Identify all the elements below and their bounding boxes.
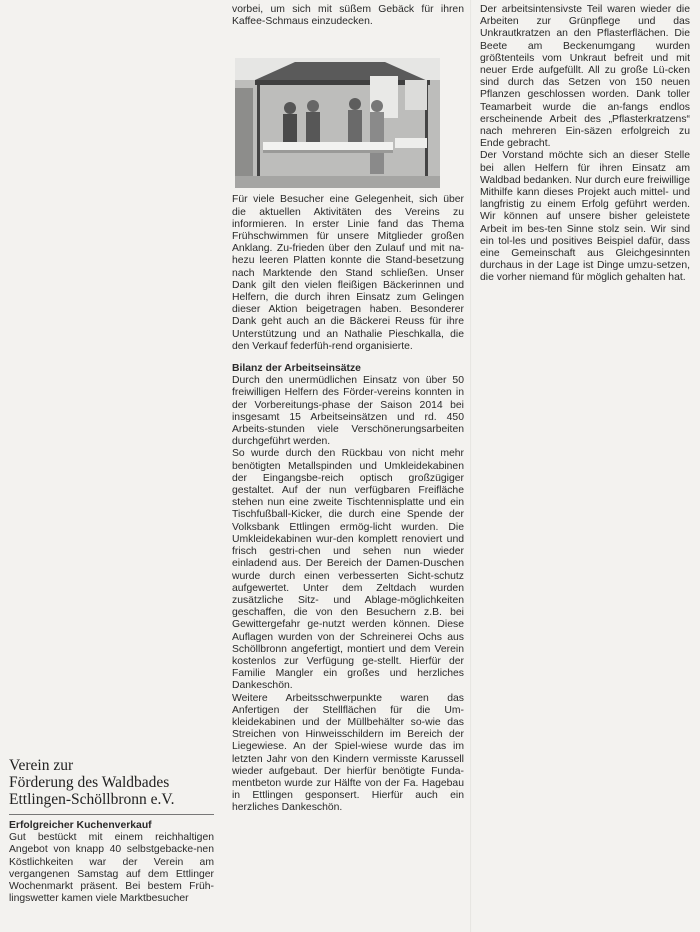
paragraph-arbeitsschwerpunkte: Weitere Arbeitsschwerpunkte waren das Anfertigen der Stellflächen für die Um-kleidekabinen und der Müllbehälter so-wie das Streichen von Hinweisschildern im Bereich der Liegewiese. An der Spiel-wiese wurde das im letzten Jahr von den Kindern vermisste Karussell wieder aufgebaut. Der hierfür benötigte Funda-mentbeton wurde zur Hälfte von der Fa. Hagebau in Ettlingen gesponsert. Hierfür auch ein herzliches Dankeschön. (232, 692, 464, 814)
heading-arbeitseinsaetze: Bilanz der Arbeitseinsätze (232, 363, 361, 375)
column-right (480, 4, 690, 285)
paragraph-vorstand: Der Vorstand möchte sich an dieser Stelle bei allen Helfern für ihren Einsatz am Waldbad bedanken. Nur durch eure freiwillige Mithilfe kann dieses Projekt auch mittel- und langfristig zu einem Erfolg geführt werden. Wir können auf unsere bisher geleistete Arbeit im bes-ten Sinne stolz sein. Wir sind ein tol-les und positives Beispiel dafür, dass eine Gemeinschaft aus Gleichgesinnten durchaus in der Lage ist Dinge umzu-setzen, die vorher niemand für möglich gehalten hat. (480, 150, 690, 284)
market-stand-photo (235, 58, 440, 188)
paragraph-besucher: Für viele Besucher eine Gelegenheit, sich über die aktuellen Aktivitäten des Vereins zu informieren. In erster Linie fand das Thema Frühschwimmen für unsere Mitglieder großen Anklang. Zu-frieden über den Zulauf und mit na-hezu leeren Platten konnte die Stand-besetzung nach Marktende den Stand schließen. Unser Dank gilt den vielen fleißigen Bäckerinnen und Helfern, die durch ihren Einsatz zum Gelingen dieser Aktion beigetragen haben. Besonderer Dank geht auch an die Bäckerei Reuss für ihre Unterstützung und an Nathalie Pieschkalla, die den Verkauf federfüh-rend organisierte. (232, 194, 464, 352)
masthead (9, 757, 214, 808)
photo-illustration (235, 58, 440, 188)
page-fold (470, 0, 472, 932)
paragraph-intro: vorbei, um sich mit süßem Gebäck für ihren Kaffee-Schmaus einzudecken. (232, 4, 464, 28)
column-middle (232, 4, 464, 815)
masthead-line-1: Verein zur (9, 757, 74, 774)
paragraph-gruenpflege: Der arbeitsintensivste Teil waren wieder die Arbeiten zur Grünpflege und das Unkrautkratzen an den Pflasterflächen. Die Beete am Beckenumgang wurden größtenteils vom Unkraut befreit und mit neuer Erde aufgefüllt. All zu große Lü-cken sind durch das Setzen von 150 neuen Pflanzen geschlossen worden. Dank toller Teamarbeit wurde die an-fangs endlos erscheinende Arbeit des „Pflasterkratzens“ nach mehreren Ein-säzen erfolgreich zu Ende gebracht. (480, 4, 690, 150)
masthead-line-3: Ettlingen-Schöllbronn e.V. (9, 791, 175, 808)
heading-kuchenverkauf: Erfolgreicher Kuchenverkauf (9, 820, 152, 831)
column-left (9, 757, 214, 905)
paragraph-einsatz: Durch den unermüdlichen Einsatz von über 50 freiwilligen Helfern des Förder-vereins konnten in der Vorbereitungs-phase der Saison 2014 bei insgesamt 15 Arbeitseinsätzen und rd. 450 Arbeits-stunden viele Verschönerungsarbeiten durchgeführt werden. (232, 375, 464, 448)
paragraph-rueckbau: So wurde durch den Rückbau von nicht mehr benötigten Metallspinden und Umkleidekabinen der Eingangsbe-reich optisch großzügiger gestaltet. Auf der nun verfügbaren Freifläche stehen nun eine zweite Tischtennisplatte und ein Tischfußball-Kicker, die durch eine Spende der Volksbank Ettlingen ermög-licht wurden. Die Umkleidekabinen wur-den komplett renoviert und frisch gestri-chen und sehen nun wieder einladend aus. Der Bereich der Damen-Duschen wurde durch einen verbesserten Sicht-schutz aufgewertet. Unter dem Zeltdach wurden zusätzliche Sitz- und Ablage-möglichkeiten geschaffen, die von den Besuchern z.B. bei Gewittergefahr ge-nutzt werden können. Diese Auflagen wurden von der Schreinerei Ochs aus Schöllbronn angefertigt, montiert und dem Verein kostenlos zur Verfügung ge-stellt. Hierfür der Familie Mangler ein großes und herzliches Dankeschön. (232, 448, 464, 692)
paragraph-kuchenverkauf: Gut bestückt mit einem reichhaltigen Angebot von knapp 40 selbstgebacke-nen Köstlichkeiten war der Verein am vergangenen Samstag auf dem Ettlinger Wochenmarkt präsent. Bei bestem Früh-lingswetter kamen viele Marktbesucher (9, 832, 214, 905)
masthead-line-2: Förderung des Waldbades (9, 774, 170, 791)
masthead-rule (9, 814, 214, 815)
